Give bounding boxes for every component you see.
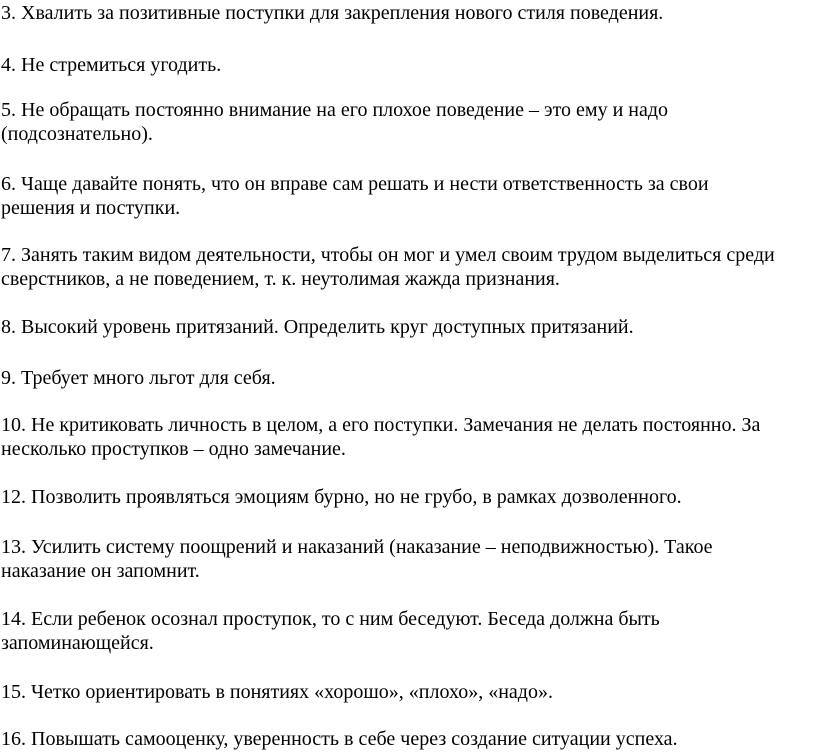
list-item-12 <box>1 485 815 509</box>
text-line: 5. Не обращать постоянно внимание на его плохое поведение – это ему и надо <box>1 99 669 121</box>
text-line: 7. Занять таким видом деятельности, чтобы он мог и умел своим трудом выделиться среди <box>1 244 775 266</box>
list-item-4 <box>1 53 815 77</box>
list-item-6 <box>1 172 815 220</box>
text-line: несколько проступков – одно замечание. <box>1 438 346 460</box>
list-item-5 <box>1 98 815 146</box>
text-line: 10. Не критиковать личность в целом, а его поступки. Замечания не делать постоянно. За <box>1 414 761 436</box>
text-line: решения и поступки. <box>1 197 181 219</box>
text-line: 15. Четко ориентировать в понятиях «хорошо», «плохо», «надо». <box>1 681 553 703</box>
list-item-13 <box>1 535 815 583</box>
text-line: сверстников, а не поведением, т. к. неутолимая жажда признания. <box>1 268 560 290</box>
text-line: 8. Высокий уровень притязаний. Определить круг доступных притязаний. <box>1 316 634 338</box>
list-item-9 <box>1 366 815 390</box>
text-line: 3. Хвалить за позитивные поступки для закрепления нового стиля поведения. <box>1 2 664 24</box>
text-line: наказание он запомнит. <box>1 560 200 582</box>
list-item-8 <box>1 315 815 339</box>
text-line: 13. Усилить систему поощрений и наказаний (наказание – неподвижностью). Такое <box>1 536 713 558</box>
text-line: 16. Повышать самооценку, уверенность в себе через создание ситуации успеха. <box>1 728 678 750</box>
list-item-7 <box>1 243 815 291</box>
list-item-16 <box>1 727 815 751</box>
text-line: 9. Требует много льгот для себя. <box>1 367 276 389</box>
text-line: запоминающейся. <box>1 632 154 654</box>
list-item-10 <box>1 413 815 461</box>
list-item-3 <box>1 1 815 25</box>
text-line: 6. Чаще давайте понять, что он вправе сам решать и нести ответственность за свои <box>1 173 709 195</box>
list-item-15 <box>1 680 815 704</box>
text-line: (подсознательно). <box>1 123 153 145</box>
text-line: 4. Не стремиться угодить. <box>1 54 222 76</box>
text-line: 14. Если ребенок осознал проступок, то с ним беседуют. Беседа должна быть <box>1 608 660 630</box>
list-item-14 <box>1 607 815 655</box>
text-line: 12. Позволить проявляться эмоциям бурно, но не грубо, в рамках дозволенного. <box>1 486 682 508</box>
